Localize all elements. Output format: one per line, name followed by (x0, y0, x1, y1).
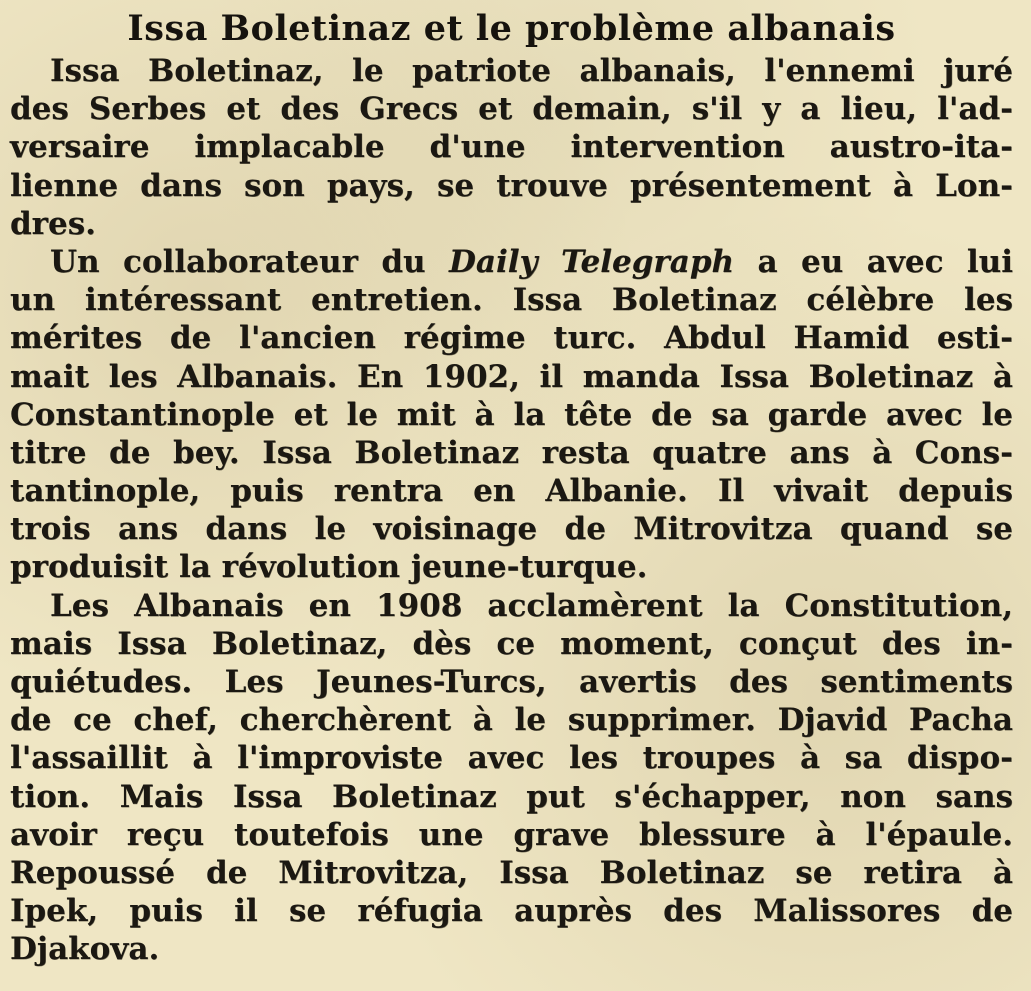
text-line: tantinople, puis rentra en Albanie. Il vivait depuis (10, 473, 1013, 510)
text-line: quiétudes. Les Jeunes-Turcs, avertis des sentiments (10, 664, 1013, 700)
text-line: Les Albanais en 1908 acclamèrent la Constitution, (50, 587, 1013, 624)
text-line: trois ans dans le voisinage de Mitrovitza quand se (10, 511, 1013, 548)
newspaper-name: Daily Telegraph (449, 243, 735, 280)
text-line: mais Issa Boletinaz, dès ce moment, conçut des in- (10, 625, 1013, 662)
text-line: avoir reçu toutefois une grave blessure à l'épaule. (10, 816, 1013, 853)
text-line: Ipek, puis il se réfugia auprès des Malissores de (10, 893, 1013, 930)
text-segment: a eu avec lui (734, 243, 1013, 280)
paragraph-3 (10, 587, 1013, 969)
text-line (10, 243, 1013, 281)
text-line: dres. (10, 205, 96, 242)
article-title: Issa Boletinaz et le problème albanais (127, 8, 896, 49)
text-line: Djakova. (10, 931, 160, 968)
paragraph-2 (10, 243, 1013, 587)
text-line: Issa Boletinaz, le patriote albanais, l'ennemi juré (50, 53, 1013, 89)
text-line: versaire implacable d'une intervention austro-ita- (10, 129, 1013, 166)
text-line: lienne dans son pays, se trouve présentement à Lon- (10, 167, 1013, 204)
text-line: des Serbes et des Grecs et demain, s'il y a lieu, l'ad- (10, 91, 1013, 128)
text-line: un intéressant entretien. Issa Boletinaz célèbre les (10, 282, 1013, 319)
paragraph-1 (10, 52, 1013, 243)
text-line: tion. Mais Issa Boletinaz put s'échapper, non sans (10, 778, 1013, 815)
text-line: mérites de l'ancien régime turc. Abdul Hamid esti- (10, 320, 1013, 357)
text-segment: Un collaborateur du (50, 243, 450, 280)
text-line: Constantinople et le mit à la tête de sa garde avec le (10, 396, 1013, 433)
text-line: l'assaillit à l'improviste avec les troupes à sa dispo- (10, 740, 1013, 777)
text-line: Repoussé de Mitrovitza, Issa Boletinaz se retira à (10, 854, 1013, 891)
text-line: mait les Albanais. En 1902, il manda Issa Boletinaz à (10, 358, 1013, 395)
text-line: produisit la révolution jeune-turque. (10, 549, 648, 586)
text-line: de ce chef, cherchèrent à le supprimer. Djavid Pacha (10, 702, 1013, 739)
text-line: titre de bey. Issa Boletinaz resta quatre ans à Cons- (10, 434, 1013, 471)
